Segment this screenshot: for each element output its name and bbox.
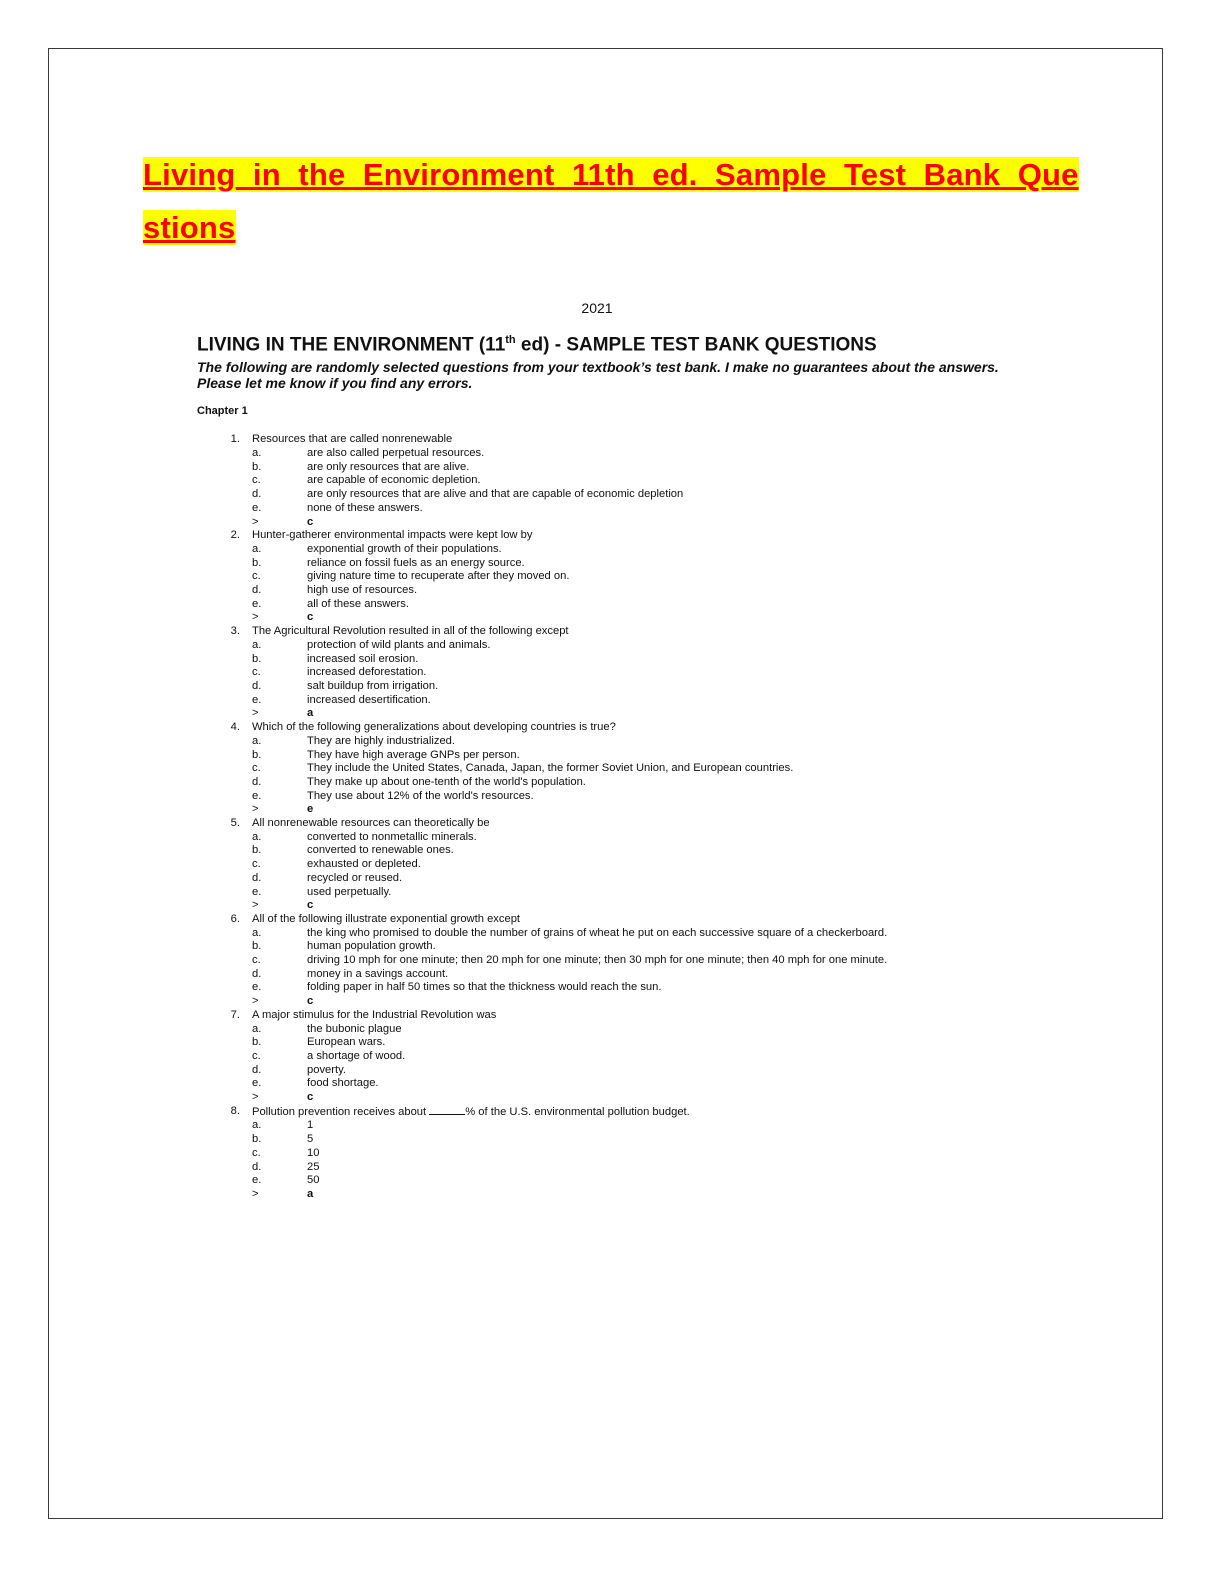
answer-option [224,1064,1027,1078]
question-number: 5. [230,817,240,830]
option-letter: d. [252,775,262,788]
option-text: giving nature time to recuperate after they moved on. [307,570,570,583]
answer-option [224,1023,1027,1037]
option-letter: d. [252,679,262,692]
option-text: 10 [307,1146,320,1159]
option-letter: c. [252,474,261,487]
answer-option [224,927,1027,941]
option-text: exhausted or depleted. [307,858,421,871]
answer-option [224,666,1027,680]
heading-superscript: th [505,334,516,346]
answer-option [224,639,1027,653]
answer-option [224,502,1027,516]
answer-letter: c [307,611,314,624]
correct-answer [224,707,1027,721]
answer-option [224,1036,1027,1050]
answer-option [224,1161,1027,1175]
question-stem [224,433,1027,447]
answer-letter: e [307,803,314,816]
answer-option [224,1147,1027,1161]
embedded-document [197,300,1027,1202]
option-text: folding paper in half 50 times so that the thickness would reach the sun. [307,981,662,994]
question-text: All of the following illustrate exponential growth except [252,912,521,925]
answer-option [224,735,1027,749]
document-heading [197,328,1027,357]
answer-option [224,872,1027,886]
option-text: recycled or reused. [307,871,403,884]
option-text: They use about 12% of the world's resources. [307,789,534,802]
option-letter: b. [252,940,262,953]
answer-letter: c [307,515,314,528]
option-text: They include the United States, Canada, Japan, the former Soviet Union, and European countries. [307,762,794,775]
option-letter: c. [252,1049,261,1062]
question-text: Which of the following generalizations about developing countries is true? [252,721,616,734]
option-letter: a. [252,1119,262,1132]
question-stem [224,1009,1027,1023]
answer-option [224,598,1027,612]
option-text: They are highly industrialized. [307,734,455,747]
answer-option [224,968,1027,982]
option-text: none of these answers. [307,501,423,514]
answer-letter: a [307,707,314,720]
heading-part-1: LIVING IN THE ENVIRONMENT (11 [197,334,506,356]
answer-option [224,831,1027,845]
option-letter: a. [252,830,262,843]
question-text: Resources that are called nonrenewable [252,433,453,446]
option-letter: c. [252,1146,261,1159]
question-text: All nonrenewable resources can theoretically be [252,817,490,830]
answer-option [224,447,1027,461]
answer-letter: c [307,899,314,912]
option-letter: d. [252,967,262,980]
question-number: 6. [230,912,240,925]
option-text: driving 10 mph for one minute; then 20 mph for one minute; then 30 mph for one minute; then 40 mph for one minute. [307,954,888,967]
option-text: are only resources that are alive. [307,460,470,473]
answer-marker: > [252,707,259,720]
answer-option [224,1077,1027,1091]
option-text: increased deforestation. [307,666,427,679]
question-text: Hunter-gatherer environmental impacts were kept low by [252,529,533,542]
heading-part-2: ed) - SAMPLE TEST BANK QUESTIONS [515,334,877,356]
option-text: reliance on fossil fuels as an energy source. [307,556,525,569]
option-text: high use of resources. [307,584,418,597]
option-letter: e. [252,1077,262,1090]
question-stem [224,1105,1027,1120]
option-text: salt buildup from irrigation. [307,679,439,692]
option-letter: b. [252,652,262,665]
option-letter: e. [252,885,262,898]
option-letter: a. [252,542,262,555]
option-letter: d. [252,1160,262,1173]
answer-marker: > [252,995,259,1008]
option-letter: b. [252,1036,262,1049]
correct-answer [224,1091,1027,1105]
question-number: 4. [230,721,240,734]
correct-answer [224,1188,1027,1202]
question-text-before-blank: Pollution prevention receives about [252,1105,430,1118]
answer-option [224,886,1027,900]
correct-answer [224,516,1027,530]
question-stem [224,529,1027,543]
answer-option [224,940,1027,954]
answer-option [224,1133,1027,1147]
question-text: The Agricultural Revolution resulted in all of the following except [252,625,569,638]
answer-option [224,543,1027,557]
option-text: 25 [307,1160,320,1173]
option-letter: a. [252,926,262,939]
answer-letter: c [307,995,314,1008]
option-letter: e. [252,1174,262,1187]
answer-option [224,954,1027,968]
option-letter: b. [252,460,262,473]
option-text: poverty. [307,1063,346,1076]
answer-option [224,1050,1027,1064]
answer-option [224,749,1027,763]
answer-option [224,858,1027,872]
option-text: are only resources that are alive and that are capable of economic depletion [307,488,684,501]
option-letter: c. [252,858,261,871]
question-stem [224,913,1027,927]
answer-option [224,488,1027,502]
option-text: converted to renewable ones. [307,844,454,857]
option-text: They make up about one-tenth of the world's population. [307,775,586,788]
option-text: the bubonic plague [307,1022,402,1035]
option-text: exponential growth of their populations. [307,542,502,555]
question-number: 2. [230,529,240,542]
option-letter: d. [252,1063,262,1076]
option-text: 50 [307,1174,320,1187]
option-letter: c. [252,570,261,583]
chapter-heading: Chapter 1 [197,405,248,418]
question-stem [224,721,1027,735]
option-letter: e. [252,597,262,610]
question-list [224,433,1027,1201]
option-letter: e. [252,501,262,514]
answer-option [224,584,1027,598]
option-text: a shortage of wood. [307,1049,406,1062]
option-letter: c. [252,762,261,775]
option-text: European wars. [307,1036,386,1049]
answer-option [224,776,1027,790]
option-letter: d. [252,871,262,884]
answer-option [224,680,1027,694]
question-number: 3. [230,625,240,638]
answer-option [224,981,1027,995]
answer-option [224,557,1027,571]
option-letter: c. [252,954,261,967]
question-number: 1. [230,433,240,446]
option-letter: b. [252,556,262,569]
option-letter: b. [252,844,262,857]
answer-marker: > [252,1188,259,1200]
document-title-link-text[interactable]: Living_in_the_Environment_11th_ed._Sample_Test_Bank_Questions [143,157,1079,245]
answer-option [224,1119,1027,1133]
option-text: They have high average GNPs per person. [307,748,520,761]
option-text: money in a savings account. [307,967,449,980]
option-letter: d. [252,584,262,597]
correct-answer [224,803,1027,817]
option-text: used perpetually. [307,885,392,898]
question-stem [224,625,1027,639]
question-number: 8. [230,1104,240,1117]
answer-option [224,844,1027,858]
option-letter: a. [252,734,262,747]
option-letter: b. [252,1133,262,1146]
option-text: protection of wild plants and animals. [307,638,491,651]
correct-answer [224,899,1027,913]
answer-option [224,474,1027,488]
answer-option [224,694,1027,708]
option-text: are also called perpetual resources. [307,447,485,460]
option-letter: e. [252,693,262,706]
option-text: converted to nonmetallic minerals. [307,830,477,843]
answer-letter: c [307,1091,314,1104]
answer-marker: > [252,611,259,624]
option-letter: a. [252,447,262,460]
option-letter: a. [252,1022,262,1035]
intro-text: The following are randomly selected questions from your textbook’s test bank. I make no guarantees about the answers. Please let me know if you find any errors. [197,359,999,392]
option-text: increased soil erosion. [307,652,419,665]
answer-marker: > [252,899,259,912]
answer-marker: > [252,803,259,816]
option-letter: c. [252,666,261,679]
option-text: are capable of economic depletion. [307,474,481,487]
option-letter: a. [252,638,262,651]
question-stem [224,817,1027,831]
option-text: 5 [307,1133,314,1146]
option-letter: b. [252,748,262,761]
fill-in-blank [429,1105,465,1115]
option-letter: e. [252,789,262,802]
option-text: human population growth. [307,940,436,953]
answer-option [224,790,1027,804]
answer-marker: > [252,1091,259,1104]
answer-option [224,461,1027,475]
option-text: the king who promised to double the number of grains of wheat he put on each successive square of a checkerboard. [307,926,888,939]
answer-option [224,653,1027,667]
correct-answer [224,611,1027,625]
option-letter: e. [252,981,262,994]
option-text: food shortage. [307,1077,379,1090]
option-text: 1 [307,1119,314,1132]
document-year: 2021 [581,300,613,316]
question-number: 7. [230,1008,240,1021]
question-text-after-blank: % of the U.S. environmental pollution budget. [465,1105,690,1118]
answer-marker: > [252,515,259,528]
option-text: all of these answers. [307,597,409,610]
answer-option [224,1174,1027,1188]
correct-answer [224,995,1027,1009]
answer-letter: a [307,1188,314,1200]
answer-option [224,762,1027,776]
document-title-link[interactable] [143,148,1083,254]
option-text: increased desertification. [307,693,431,706]
answer-option [224,570,1027,584]
question-text: A major stimulus for the Industrial Revolution was [252,1008,497,1021]
option-letter: d. [252,488,262,501]
